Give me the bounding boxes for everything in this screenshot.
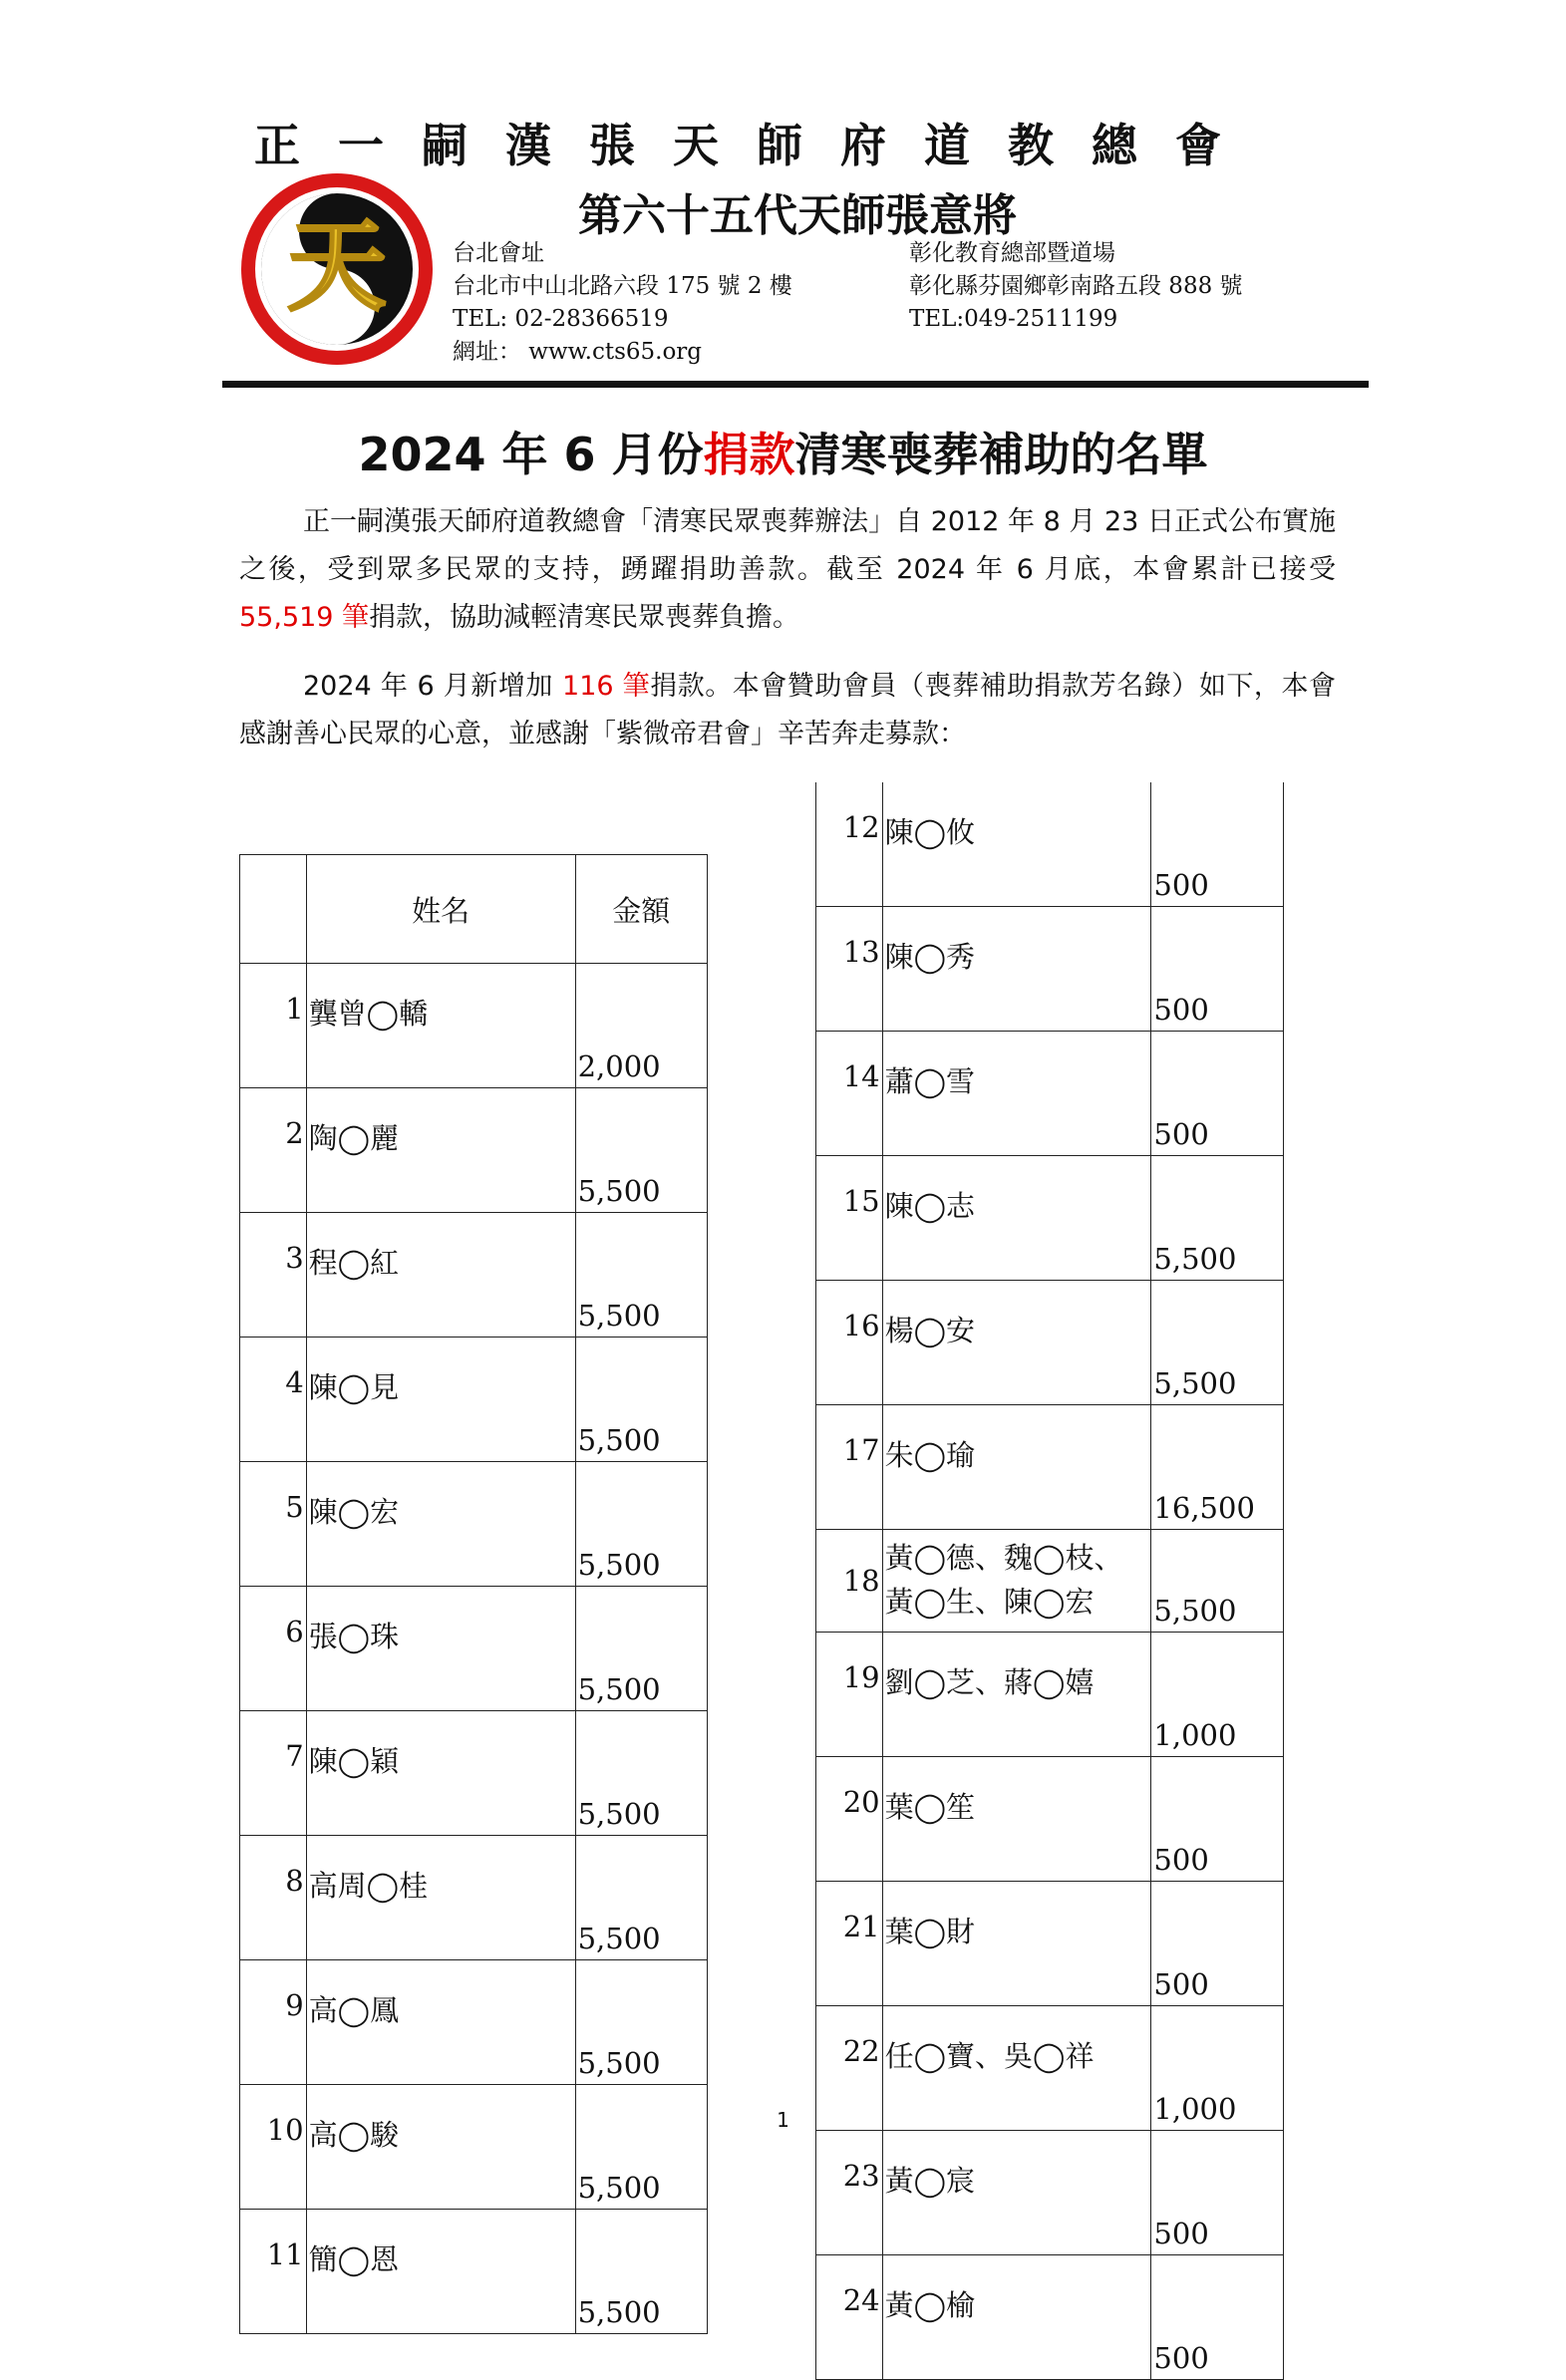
donation-amount: 500 [1151, 2255, 1284, 2380]
organization-logo [237, 169, 437, 369]
row-number: 13 [816, 907, 883, 1032]
donation-amount: 500 [1151, 782, 1284, 907]
table-row [240, 1711, 708, 1836]
donor-name: 高◯駿 [306, 2085, 575, 2210]
donor-name: 高◯鳳 [306, 1960, 575, 2085]
row-number: 15 [816, 1156, 883, 1281]
row-number: 23 [816, 2131, 883, 2255]
donation-amount: 5,500 [575, 1088, 707, 1213]
donor-name: 高周◯桂 [306, 1836, 575, 1960]
donation-amount: 500 [1151, 2131, 1284, 2255]
title-suffix: 清寒喪葬補助的名單 [794, 428, 1208, 481]
row-number: 18 [816, 1530, 883, 1633]
donation-amount: 500 [1151, 907, 1284, 1032]
intro-paragraph [239, 498, 1336, 642]
donation-amount: 5,500 [575, 2210, 707, 2334]
donation-amount: 5,500 [575, 1836, 707, 1960]
row-number: 4 [240, 1338, 307, 1462]
row-number: 24 [816, 2255, 883, 2380]
table-row [240, 1088, 708, 1213]
table-row [816, 2131, 1284, 2255]
changhua-label: 彰化教育總部暨道場 [909, 240, 1115, 266]
document-title [0, 419, 1566, 484]
table-row [240, 964, 708, 1088]
table-row [240, 2210, 708, 2334]
table-row [240, 1960, 708, 2085]
donor-name: 楊◯安 [882, 1281, 1151, 1405]
taipei-label: 台北會址 [453, 240, 544, 266]
row-number: 7 [240, 1711, 307, 1836]
table-row [816, 1405, 1284, 1530]
donor-name: 任◯寶、吳◯祥 [882, 2006, 1151, 2131]
donor-name: 陳◯秀 [882, 907, 1151, 1032]
header-name: 姓名 [306, 855, 575, 964]
donor-name: 陳◯宏 [306, 1462, 575, 1587]
row-number: 20 [816, 1757, 883, 1882]
donor-name: 簡◯恩 [306, 2210, 575, 2334]
donation-amount: 5,500 [575, 1462, 707, 1587]
donor-name: 葉◯財 [882, 1882, 1151, 2006]
donor-name: 陶◯麗 [306, 1088, 575, 1213]
celestial-master-name: 第六十五代天師張意將 [578, 190, 1017, 241]
row-number: 19 [816, 1633, 883, 1757]
header-divider [222, 381, 1369, 388]
taipei-phone: TEL: 02-28366519 [453, 306, 669, 332]
row-number: 5 [240, 1462, 307, 1587]
intro-text-b: 捐款，協助減輕清寒民眾喪葬負擔。 [369, 602, 800, 633]
intro-text-a: 正一嗣漢張天師府道教總會「清寒民眾喪葬辦法」自 2012 年 8 月 23 日正式公布實施之後，受到眾多民眾的支持，踴躍捐助善款。截至 2024 年 6 月底，本會累計已接受 [239, 506, 1336, 585]
table-row [240, 1338, 708, 1462]
table-row [240, 1836, 708, 1960]
donation-amount: 500 [1151, 1757, 1284, 1882]
table-row [816, 1156, 1284, 1281]
changhua-phone: TEL:049-2511199 [909, 306, 1118, 332]
row-number: 2 [240, 1088, 307, 1213]
donation-amount: 500 [1151, 1882, 1284, 2006]
row-number: 1 [240, 964, 307, 1088]
row-number: 16 [816, 1281, 883, 1405]
title-prefix: 2024 年 6 月份 [358, 428, 704, 481]
donor-name: 葉◯笙 [882, 1757, 1151, 1882]
table-row [816, 1032, 1284, 1156]
donation-amount: 5,500 [575, 1960, 707, 2085]
donor-name: 朱◯瑜 [882, 1405, 1151, 1530]
table-row [240, 2085, 708, 2210]
row-number: 6 [240, 1587, 307, 1711]
table-row [816, 1882, 1284, 2006]
donor-name: 劉◯芝、蔣◯嬉 [882, 1633, 1151, 1757]
total-donations-count: 55,519 筆 [239, 602, 370, 633]
monthly-text-b: 捐款。本會贊助會員（喪葬補助捐款芳名錄）如下，本會感謝善心民眾的心意，並感謝「紫微帝君會」辛苦奔走募款： [239, 671, 1336, 749]
donation-amount: 5,500 [575, 2085, 707, 2210]
title-highlight: 捐款 [703, 428, 795, 481]
row-number: 3 [240, 1213, 307, 1338]
table-row [240, 1462, 708, 1587]
donation-amount: 5,500 [575, 1213, 707, 1338]
header-amount: 金額 [575, 855, 707, 964]
row-number: 11 [240, 2210, 307, 2334]
donor-name: 陳◯志 [882, 1156, 1151, 1281]
donation-amount: 500 [1151, 1032, 1284, 1156]
donation-amount: 5,500 [1151, 1281, 1284, 1405]
table-header-row [240, 855, 708, 964]
donation-amount: 1,000 [1151, 2006, 1284, 2131]
table-row [240, 1587, 708, 1711]
table-row [816, 782, 1284, 907]
donation-amount: 5,500 [1151, 1156, 1284, 1281]
header-number [240, 855, 307, 964]
table-row [816, 907, 1284, 1032]
row-number: 8 [240, 1836, 307, 1960]
donor-name: 蕭◯雪 [882, 1032, 1151, 1156]
donation-amount: 5,500 [575, 1338, 707, 1462]
taipei-street: 台北市中山北路六段 175 號 2 樓 [453, 273, 792, 299]
website[interactable]: 網址： www.cts65.org [453, 339, 703, 365]
donor-name: 陳◯見 [306, 1338, 575, 1462]
table-row [240, 1213, 708, 1338]
donor-name: 陳◯穎 [306, 1711, 575, 1836]
table-row [816, 1757, 1284, 1882]
donor-name: 程◯紅 [306, 1213, 575, 1338]
donor-table-right [815, 782, 1284, 2380]
row-number: 14 [816, 1032, 883, 1156]
donor-name: 黃◯宸 [882, 2131, 1151, 2255]
donor-name: 陳◯攸 [882, 782, 1151, 907]
table-row [816, 1530, 1284, 1633]
monthly-paragraph [239, 663, 1336, 758]
donation-amount: 16,500 [1151, 1405, 1284, 1530]
row-number: 10 [240, 2085, 307, 2210]
donor-name: 龔曾◯轎 [306, 964, 575, 1088]
taipei-address-block [453, 237, 792, 369]
donation-amount: 2,000 [575, 964, 707, 1088]
donation-amount: 1,000 [1151, 1633, 1284, 1757]
donor-name: 張◯珠 [306, 1587, 575, 1711]
table-row [816, 1633, 1284, 1757]
table-row [816, 1281, 1284, 1405]
page-number: 1 [777, 2108, 789, 2132]
row-number: 12 [816, 782, 883, 907]
changhua-address-block [909, 237, 1243, 336]
organization-name: 正一嗣漢張天師府道教總會 [254, 119, 1259, 172]
table-row [816, 2255, 1284, 2380]
logo-character: 天 [287, 208, 387, 325]
donor-name: 黃◯榆 [882, 2255, 1151, 2380]
row-number: 22 [816, 2006, 883, 2131]
donation-amount: 5,500 [575, 1587, 707, 1711]
changhua-street: 彰化縣芬園鄉彰南路五段 888 號 [909, 273, 1243, 299]
row-number: 9 [240, 1960, 307, 2085]
donation-amount: 5,500 [575, 1711, 707, 1836]
donor-name: 黃◯德、魏◯枝、黃◯生、陳◯宏 [882, 1530, 1151, 1633]
monthly-text-a: 2024 年 6 月新增加 [303, 671, 563, 702]
row-number: 21 [816, 1882, 883, 2006]
donation-amount: 5,500 [1151, 1530, 1284, 1633]
row-number: 17 [816, 1405, 883, 1530]
monthly-donations-count: 116 筆 [562, 671, 651, 702]
